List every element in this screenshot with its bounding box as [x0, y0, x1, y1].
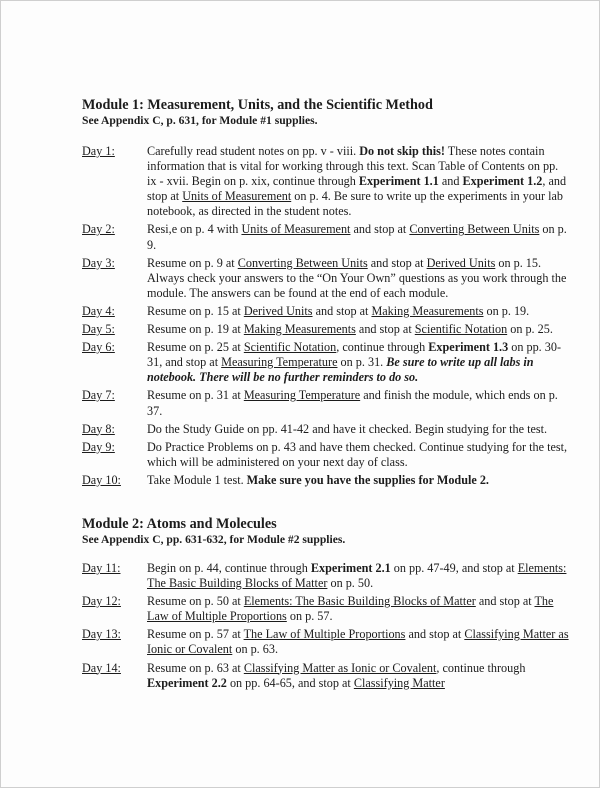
instruction-text: on p. 25. — [507, 322, 553, 337]
instruction-text: and stop at — [350, 222, 410, 237]
instruction-text: Resi,e on p. 4 with — [147, 222, 242, 237]
instruction-text: Carefully read student notes on pp. v - viii. — [147, 144, 360, 158]
instruction-text: , and stop at — [147, 174, 567, 204]
module-1-title: Module 1: Measurement, Units, and the Scientific Method — [82, 97, 433, 113]
bold-text: Experiment 1.2 — [462, 174, 543, 189]
day-label: Day 7: — [82, 388, 115, 403]
day-label: Day 12: — [82, 594, 121, 609]
instruction-text: and stop at — [405, 627, 465, 642]
instruction-text: Resume on p. 31 at — [147, 388, 244, 403]
section-reference: Derived Units — [426, 255, 496, 270]
section-reference: Scientific Notation — [243, 340, 337, 355]
day-instructions — [147, 561, 569, 591]
schedule-entry — [82, 340, 569, 385]
section-reference: Converting Between Units — [237, 255, 368, 270]
instruction-text: Resume on p. 63 at — [147, 660, 244, 675]
day-instructions — [147, 340, 569, 385]
day-instructions — [147, 473, 569, 488]
module-2-schedule — [82, 561, 569, 691]
instruction-text: on p. 63. — [232, 642, 278, 657]
instruction-text: Resume on p. 9 at — [147, 255, 238, 270]
instruction-text: Resume on p. 25 at — [147, 340, 244, 355]
section-reference: Classifying Matter — [353, 675, 445, 690]
day-instructions — [147, 222, 569, 252]
instruction-text: Resume on p. 57 at — [147, 627, 244, 642]
day-label: Day 13: — [82, 627, 121, 642]
schedule-entry — [82, 144, 569, 219]
schedule-entry — [82, 627, 569, 657]
day-instructions — [147, 661, 569, 691]
day-instructions — [147, 322, 569, 337]
day-instructions — [147, 388, 569, 418]
module-1-schedule — [82, 144, 569, 488]
day-label: Day 1: — [82, 144, 115, 158]
instruction-text: on p. 19. — [483, 303, 530, 318]
section-reference: Elements: The Basic Building Blocks of Matter — [147, 561, 567, 591]
day-instructions — [147, 627, 569, 657]
section-reference: Making Measurements — [371, 303, 484, 318]
section-reference: Units of Measurement — [182, 189, 292, 204]
instruction-text: These notes contain information that is vital for working through this text. Scan Table of Contents on pp. ix - xvii. Begin on p. xix, continue through — [147, 144, 559, 189]
bold-text: Make sure you have the supplies for Module 2. — [246, 472, 489, 487]
day-instructions — [147, 594, 569, 624]
instruction-text: Resume on p. 15 at — [147, 303, 244, 318]
instruction-text: on p. 9. — [147, 222, 567, 252]
section-reference: Measuring Temperature — [221, 355, 338, 370]
schedule-entry — [82, 304, 569, 319]
section-reference: The Law of Multiple Proportions — [147, 594, 554, 624]
day-label: Day 14: — [82, 660, 121, 675]
schedule-entry — [82, 594, 569, 624]
day-label: Day 5: — [82, 322, 115, 337]
module-1-supplies-note: See Appendix C, p. 631, for Module #1 supplies. — [82, 114, 318, 127]
day-instructions — [147, 256, 569, 301]
instruction-text: on pp. 30-31, and stop at — [147, 340, 561, 370]
day-instructions — [147, 144, 569, 219]
instruction-text: on p. 15. Always check your answers to the “On Your Own” questions as you work through the module. The answers can be found at the end of each module. — [147, 255, 567, 300]
bold-text: Do not skip this! — [359, 144, 445, 158]
instruction-text: on p. 50. — [327, 576, 374, 591]
day-label: Day 8: — [82, 421, 115, 436]
bold-text: Experiment 2.2 — [147, 675, 227, 690]
instruction-text: Take Module 1 test. — [147, 472, 247, 487]
schedule-entry — [82, 440, 569, 470]
schedule-entry — [82, 322, 569, 337]
instruction-text: and stop at — [312, 303, 372, 318]
instruction-text: , continue through — [336, 340, 429, 355]
schedule-entry — [82, 256, 569, 301]
instruction-text: Resume on p. 50 at — [147, 594, 244, 609]
section-reference: The Law of Multiple Proportions — [243, 627, 406, 642]
instruction-text: on pp. 64-65, and stop at — [226, 675, 354, 690]
day-label: Day 10: — [82, 472, 121, 487]
instruction-text: and finish the module, which ends on p. 37. — [147, 388, 558, 418]
instruction-text: on pp. 47-49, and stop at — [390, 561, 518, 575]
module-2-title: Module 2: Atoms and Molecules — [82, 516, 277, 532]
instruction-text: and stop at — [367, 255, 427, 270]
day-label: Day 6: — [82, 340, 115, 355]
instruction-text: and stop at — [475, 594, 535, 609]
emphasis-note: Be sure to write up all labs in notebook. There will be no further reminders to do so. — [147, 355, 534, 385]
section-reference: Classifying Matter as Ionic or Covalent — [243, 660, 437, 675]
module-2-section — [82, 516, 569, 694]
instruction-text: Do Practice Problems on p. 43 and have them checked. Continue studying for the test, which will be administered on your next day of class. — [147, 439, 568, 469]
day-instructions — [147, 440, 569, 470]
schedule-entry — [82, 388, 569, 418]
section-reference: Measuring Temperature — [243, 388, 361, 403]
section-reference: Classifying Matter as Ionic or Covalent — [147, 627, 569, 657]
schedule-entry — [82, 422, 569, 437]
bold-text: Experiment 1.1 — [358, 174, 439, 189]
instruction-text: and stop at — [355, 322, 415, 337]
section-reference: Units of Measurement — [241, 222, 351, 237]
section-reference: Elements: The Basic Building Blocks of Matter — [243, 594, 476, 609]
day-label: Day 4: — [82, 303, 115, 318]
day-label: Day 11: — [82, 561, 121, 575]
schedule-entry — [82, 473, 569, 488]
section-reference: Scientific Notation — [414, 322, 508, 337]
bold-text: Experiment 2.1 — [310, 561, 391, 575]
instruction-text: Begin on p. 44, continue through — [147, 561, 311, 575]
day-instructions — [147, 304, 569, 319]
schedule-entry — [82, 222, 569, 252]
schedule-entry — [82, 661, 569, 691]
day-label: Day 3: — [82, 255, 115, 270]
instruction-text: on p. 31. — [337, 355, 387, 370]
module-1-section — [82, 97, 569, 491]
instruction-text: Resume on p. 19 at — [147, 322, 244, 337]
instruction-text: , continue through — [436, 660, 526, 675]
section-reference: Derived Units — [243, 303, 313, 318]
instruction-text: on p. 57. — [286, 609, 333, 624]
module-2-supplies-note: See Appendix C, pp. 631-632, for Module #2 supplies. — [82, 533, 346, 546]
section-reference: Converting Between Units — [409, 222, 540, 237]
day-label: Day 9: — [82, 439, 115, 454]
instruction-text: Do the Study Guide on pp. 41-42 and have it checked. Begin studying for the test. — [147, 421, 548, 436]
day-label: Day 2: — [82, 222, 115, 237]
section-reference: Making Measurements — [243, 322, 356, 337]
instruction-text: and — [438, 174, 463, 189]
schedule-entry — [82, 561, 569, 591]
bold-text: Experiment 1.3 — [428, 340, 509, 355]
instruction-text: on p. 4. Be sure to write up the experiments in your lab notebook, as directed in the student notes. — [147, 189, 564, 219]
day-instructions — [147, 422, 569, 437]
